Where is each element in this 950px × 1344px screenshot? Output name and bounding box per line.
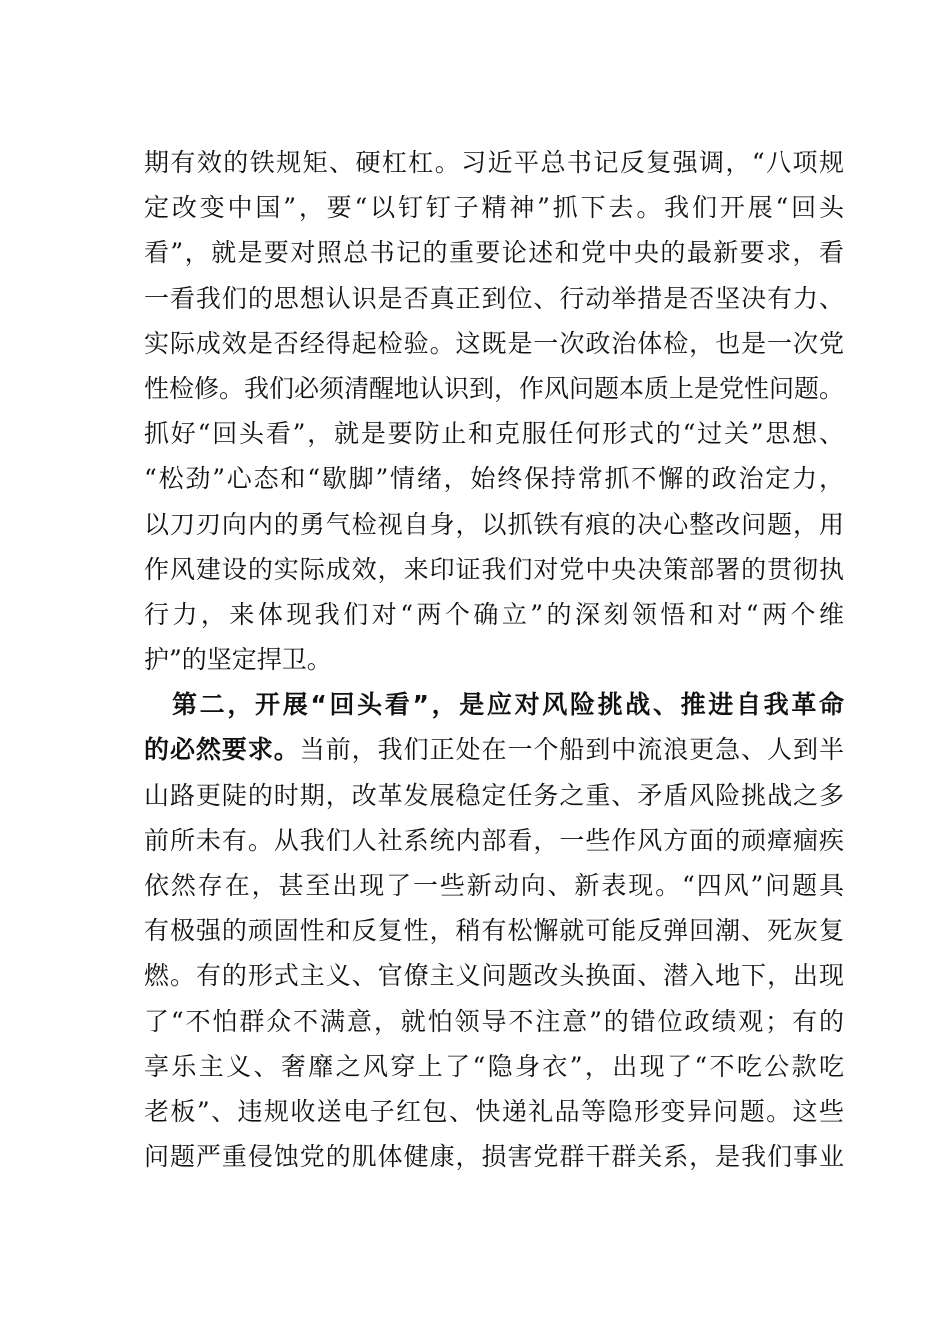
paragraph-2-line-4: 前所未有。从我们人社系统内部看，一些作风方面的顽瘴痼疾 [144,825,844,855]
paragraph-1-line-2: 定改变中国”，要“以钉钉子精神”抓下去。我们开展“回头 [144,193,844,223]
paragraph-2-line-10: 老板”、违规收送电子红包、快递礼品等隐形变异问题。这些 [144,1096,844,1126]
paragraph-1-line-3: 看”，就是要对照总书记的重要论述和党中央的最新要求，看 [144,238,844,268]
paragraph-2-line-7: 燃。有的形式主义、官僚主义问题改头换面、潜入地下，出现 [144,961,844,991]
body-text [144,140,844,1179]
paragraph-1-line-5: 实际成效是否经得起检验。这既是一次政治体检，也是一次党 [144,328,844,358]
paragraph-1-line-10: 作风建设的实际成效，来印证我们对党中央决策部署的贯彻执 [144,554,844,584]
paragraph-2-line-8: 了“不怕群众不满意，就怕领导不注意”的错位政绩观；有的 [144,1006,844,1036]
paragraph-2-line-2 [144,727,844,772]
paragraph-2-heading-end: 的必然要求。 [144,735,300,765]
paragraph-1-line-7: 抓好“回头看”，就是要防止和克服任何形式的“过关”思想、 [144,419,844,449]
paragraph-1-line-9: 以刀刃向内的勇气检视自身，以抓铁有痕的决心整改问题，用 [144,509,844,539]
paragraph-2-line-9: 享乐主义、奢靡之风穿上了“隐身衣”，出现了“不吃公款吃 [144,1051,844,1081]
paragraph-1-line-8: “松劲”心态和“歇脚”情绪，始终保持常抓不懈的政治定力， [144,464,844,494]
paragraph-2-line-6: 有极强的顽固性和反复性，稍有松懈就可能反弹回潮、死灰复 [144,916,844,946]
paragraph-1-line-6: 性检修。我们必须清醒地认识到，作风问题本质上是党性问题。 [144,373,845,403]
paragraph-2-heading: 第二，开展“回头看”，是应对风险挑战、推进自我革命 [172,690,844,720]
paragraph-1-line-4: 一看我们的思想认识是否真正到位、行动举措是否坚决有力、 [144,283,844,313]
paragraph-2-line-5: 依然存在，甚至出现了一些新动向、新表现。“四风”问题具 [144,871,844,900]
paragraph-1-line-11: 行力，来体现我们对“两个确立”的深刻领悟和对“两个维 [144,599,844,629]
paragraph-2-line-11: 问题严重侵蚀党的肌体健康，损害党群干群关系，是我们事业 [144,1142,844,1172]
paragraph-2-line-2-text: 当前，我们正处在一个船到中流浪更急、人到半 [299,735,844,765]
paragraph-2-line-3: 山路更陡的时期，改革发展稳定任务之重、矛盾风险挑战之多 [144,780,844,810]
paragraph-1-line-1: 期有效的铁规矩、硬杠杠。习近平总书记反复强调，“八项规 [144,148,844,177]
paragraph-1-line-12: 护”的坚定捍卫。 [144,645,332,675]
